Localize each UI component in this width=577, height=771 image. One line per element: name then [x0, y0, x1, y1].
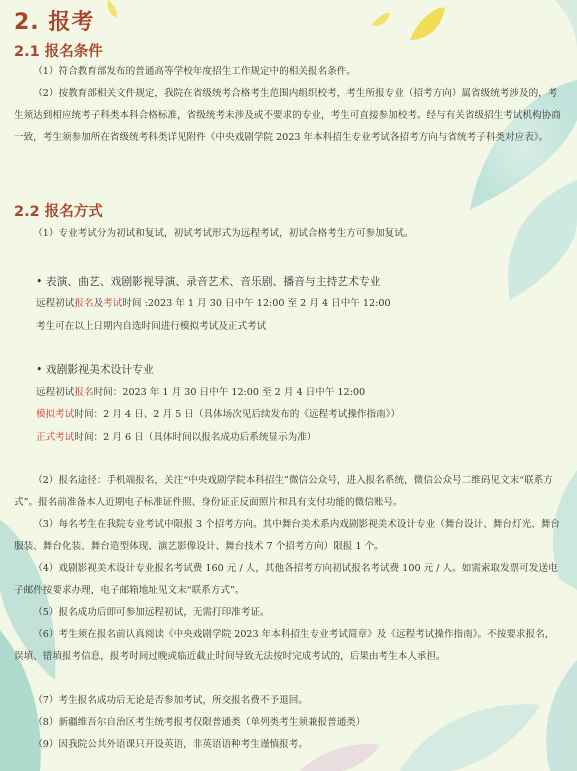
mock-exam-time: 时间：2 月 4 日、2 月 5 日（具体场次见后续发布的《远程考试操作指南》） — [74, 409, 401, 420]
registration-item-7: （7）考生报名成功后无论是否参加考试，所交报名费不予退回。 — [33, 695, 308, 706]
mock-exam-highlight: 模拟考试 — [36, 409, 75, 420]
major-group-a-title: • 表演、曲艺、戏剧影视导演、录音艺术、音乐剧、播音与主持艺术专业 — [36, 275, 381, 288]
eligibility-item-2: （2）按教育部相关文件规定，我院在省级统考合格考生范围内组织校考，考生所报专业（招考方向）属省级统考涉及的，考生须达到相应统考子科类本科合格标准，省级统考未涉及或不要求的专业，考生可直接参加校考。经与有关省级招生考试机构协商一致，考生须参加所在省级统考科类详见附件《中央戏剧学院 2023 年本科招生专业考试各招考方向与省统考子科类对应表》。 — [14, 88, 561, 143]
time-range-text: 时间：2023 年 1 月 30 日中午 12:00 至 2 月 4 日中午 12:00 — [93, 387, 366, 398]
and-text: 及 — [93, 298, 104, 309]
formal-exam-time: 时间：2 月 6 日（具体时间以报名成功后系统显示为准） — [74, 432, 317, 443]
major-group-b-title: • 戏剧影视美术设计专业 — [36, 363, 154, 376]
registration-item-4: （4）戏剧影视美术设计专业报名考试费 160 元 / 人，其他各招考方向初试报名考试费 100 元 / 人。如需索取发票可发送电子邮件按要求办理，电子邮箱地址见文末“联系方式”。 — [14, 563, 558, 596]
registration-heading: 2.2 报名方式 — [14, 204, 103, 220]
major-group-a-schedule — [36, 295, 391, 309]
registration-item-1: （1）专业考试分为初试和复试，初试考试形式为远程考试，初试合格考生方可参加复试。 — [33, 228, 414, 239]
registration-item-6: （6）考生须在报名前认真阅读《中央戏剧学院 2023 年本科招生专业考试简章》及《远程考试操作指南》。不按要求报名，误填、错填报考信息，报考时间过晚或临近截止时间导致无法按时完成考试的，后果由考生本人承担。 — [14, 629, 555, 662]
formal-exam-highlight: 正式考试 — [36, 432, 75, 443]
registration-item-9: （9）因我院公共外语课只开设英语，非英语语种考生谨慎报考。 — [33, 739, 308, 750]
registration-item-5: （5）报名成功后即可参加远程初试，无需打印准考证。 — [33, 607, 270, 618]
register-highlight: 报名 — [74, 387, 94, 398]
mock-exam-line — [36, 406, 400, 420]
section-title: 2. 报考 — [14, 10, 95, 35]
time-range-text: 时间 :2023 年 1 月 30 日中午 12:00 至 2 月 4 日中午 12:00 — [122, 298, 391, 309]
register-highlight: 报名 — [74, 298, 94, 309]
major-group-a-note: 考生可在以上日期内自选时间进行模拟考试及正式考试 — [36, 321, 267, 332]
registration-item-8: （8）新疆维吾尔自治区考生统考报考仅限普通类（单列类考生须兼报普通类） — [33, 717, 366, 728]
remote-exam-label: 远程初试 — [36, 298, 75, 309]
formal-exam-line — [36, 429, 316, 443]
eligibility-heading: 2.1 报名条件 — [14, 44, 103, 60]
eligibility-item-1: （1）符合教育部发布的普通高等学校年度招生工作规定中的相关报名条件。 — [33, 66, 356, 77]
registration-item-3: （3）每名考生在我院专业考试中限报 3 个招考方向。其中舞台美术系内戏剧影视美术设计专业（舞台设计、舞台灯光、舞台服装、舞台化装、舞台造型体现、演艺影像设计、舞台技术 7 个招考方向）限报 1 个。 — [14, 519, 560, 552]
remote-exam-label: 远程初试 — [36, 387, 75, 398]
major-group-b-schedule — [36, 384, 365, 398]
registration-item-2: （2）报名途径：手机端报名，关注“中央戏剧学院本科招生”微信公众号，进入报名系统，微信公众号二维码见文末“联系方式”。报名前准备本人近期电子标准证件照、身份证正反面照片和具有支付功能的微信账号。 — [14, 475, 553, 508]
exam-highlight: 考试 — [103, 298, 123, 309]
